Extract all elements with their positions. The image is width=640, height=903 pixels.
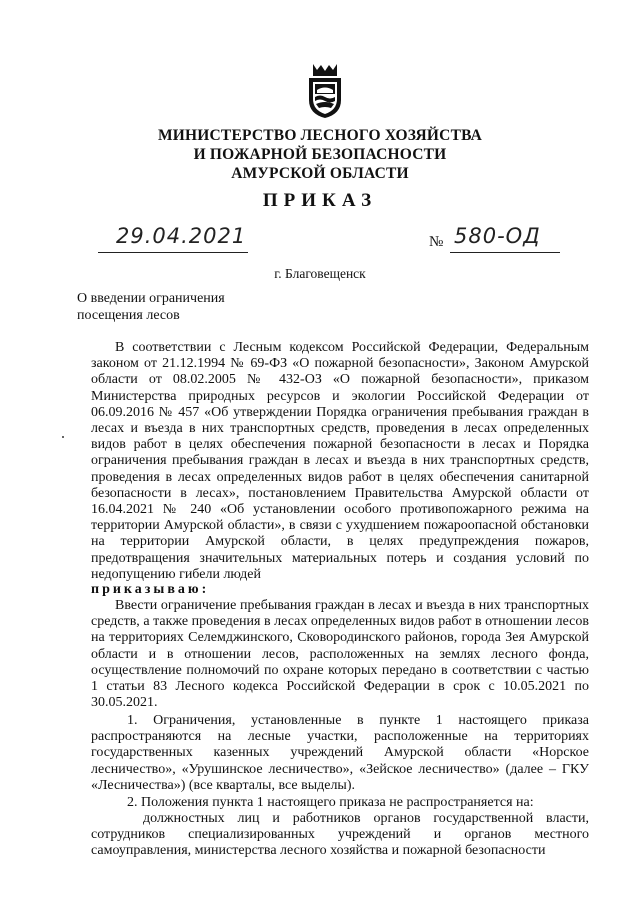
item2-sub-paragraph: должностных лиц и работников органов государственной власти, сотрудников специализированных учреждений и органов местного самоуправления, министерства лесного хозяйства и пожарной безопасности (91, 811, 589, 859)
order-subject (77, 290, 225, 324)
preamble-paragraph: В соответствии с Лесным кодексом Российской Федерации, Федеральным законом от 21.12.1994 № 69-ФЗ «О пожарной безопасности», Законом Амурской области от 08.02.2005 № 432-ОЗ «О пожарной безопасности», приказом Министерства природных ресурсов и экологии Российской Федерации от 06.09.2016 № 457 «Об утверждении Порядка ограничения пребывания граждан в лесах и въезда в них транспортных средств, проведения в лесах определенных видов работ в целях обеспечения пожарной безопасности в лесах и Порядка ограничения пребывания граждан в лесах и въезда в них транспортных средств, проведения в лесах определенных видов работ в целях обеспечения санитарной безопасности в лесах», постановлением Правительства Амурской области от 16.04.2021 № 240 «Об установлении особого противопожарного режима на территории Амурской области», в связи с ухудшением пожароопасной обстановки на территории Амурской области, в целях предупреждения пожаров, предотвращения значительных материальных потерь и создания условий по недопущению гибели людей (91, 340, 589, 582)
city-name: г. Благовещенск (274, 266, 366, 281)
scan-speck (62, 436, 64, 438)
coat-of-arms-icon (303, 60, 347, 120)
ministry-name-line2: И ПОЖАРНОЙ БЕЗОПАСНОСТИ (193, 146, 447, 163)
preamble-block (91, 340, 589, 583)
date-underline (98, 252, 248, 253)
prikazyvayu-heading: приказываю: (91, 582, 210, 597)
item1-paragraph: 1. Ограничения, установленные в пункте 1 настоящего приказа распространяются на лесные участки, расположенные на территориях государственных казенных учреждений Амурской области «Норское лесничество», «Урушинское лесничество», «Зейское лесничество» (далее – ГКУ «Лесничества») (все кварталы, все выделы). (91, 713, 589, 793)
ministry-name-line1: МИНИСТЕРСТВО ЛЕСНОГО ХОЗЯЙСТВА (157, 127, 483, 144)
main-paragraph: Ввести ограничение пребывания граждан в лесах и въезда в них транспортных средств, а также проведения в лесах определенных видов работ в отношении лесов на территориях Селемджинского, Сковородинского районов, города Зея Амурской области и в отношении лесов, расположенных на землях лесного фонда, осуществление полномочий по охране которых передано в соответствии с частью 1 статьи 83 Лесного кодекса Российской Федерации в срок с 10.05.2021 по 30.05.2021. (91, 598, 589, 711)
number-sign: № (429, 234, 444, 250)
number-underline (450, 252, 560, 253)
item1-block (91, 713, 589, 794)
item2-paragraph: 2. Положения пункта 1 настоящего приказа не распространяется на: (127, 795, 534, 810)
order-number: 580-ОД (454, 224, 541, 248)
order-date: 29.04.2021 (116, 224, 247, 248)
item2-block (91, 795, 589, 811)
main-paragraph-block (91, 598, 589, 711)
item2-sub-block (91, 811, 589, 860)
order-title: ПРИКАЗ (262, 190, 378, 211)
ministry-name-line3: АМУРСКОЙ ОБЛАСТИ (231, 165, 409, 182)
subject-line2: посещения лесов (77, 308, 180, 323)
subject-line1: О введении ограничения (77, 291, 225, 306)
